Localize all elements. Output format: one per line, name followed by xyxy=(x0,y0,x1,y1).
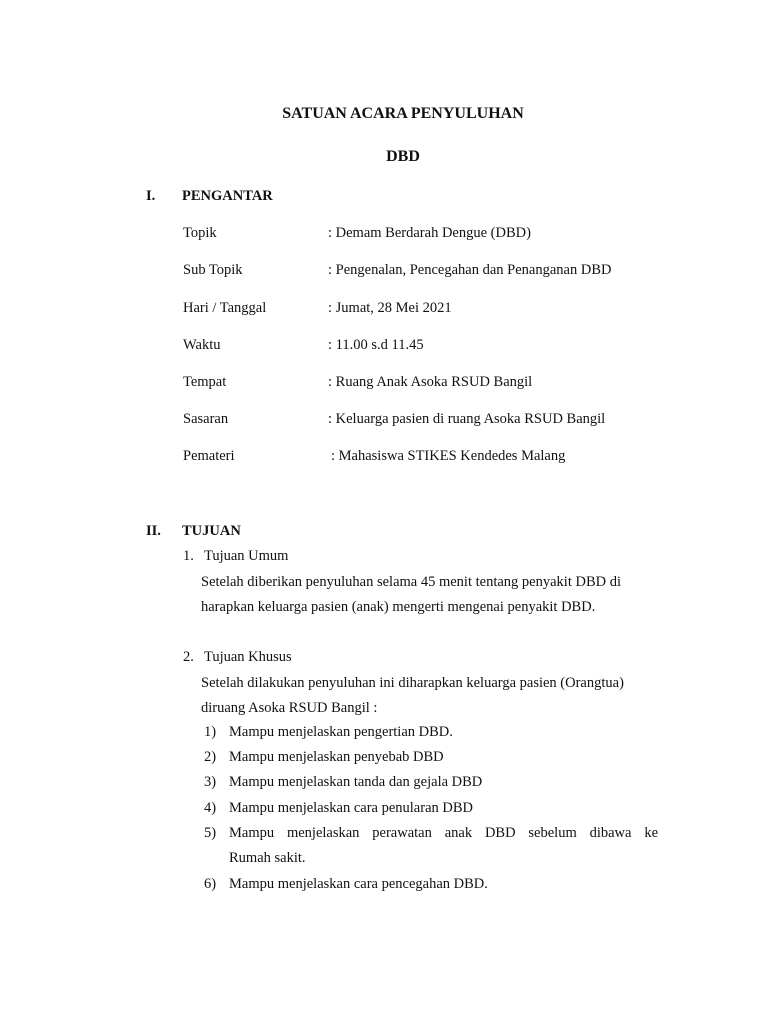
list-item-number: 5) xyxy=(204,825,217,841)
info-value: : 11.00 s.d 11.45 xyxy=(328,337,424,353)
list-item-text: Mampu menjelaskan tanda dan gejala DBD xyxy=(229,774,483,790)
info-label: Hari / Tanggal xyxy=(183,300,267,316)
document-title: SATUAN ACARA PENYULUHAN xyxy=(282,105,524,122)
section-heading: TUJUAN xyxy=(182,523,241,539)
info-label: Waktu xyxy=(183,337,221,353)
info-label: Topik xyxy=(183,225,217,241)
list-item-text: Mampu menjelaskan cara penularan DBD xyxy=(229,800,473,816)
section-number: I. xyxy=(146,188,156,204)
info-label: Pemateri xyxy=(183,448,235,464)
list-item-number: 1) xyxy=(204,724,217,740)
info-value: : Jumat, 28 Mei 2021 xyxy=(328,300,452,316)
paragraph-line: Setelah dilakukan penyuluhan ini diharapkan keluarga pasien (Orangtua) xyxy=(201,675,624,691)
info-label: Sasaran xyxy=(183,411,229,427)
subsection-number: 1. xyxy=(183,548,194,564)
info-value: : Demam Berdarah Dengue (DBD) xyxy=(328,225,531,241)
info-value: : Keluarga pasien di ruang Asoka RSUD Bangil xyxy=(328,411,606,427)
list-item-text: Mampu menjelaskan pengertian DBD. xyxy=(229,724,453,740)
subsection-title: Tujuan Umum xyxy=(204,548,289,564)
info-value: : Ruang Anak Asoka RSUD Bangil xyxy=(328,374,533,390)
info-label: Tempat xyxy=(183,374,227,390)
subsection-number: 2. xyxy=(183,649,194,665)
info-value: : Pengenalan, Pencegahan dan Penanganan DBD xyxy=(328,262,612,278)
info-value: : Mahasiswa STIKES Kendedes Malang xyxy=(331,448,566,464)
list-item-text: Mampu menjelaskan perawatan anak DBD sebelum dibawa ke xyxy=(229,825,658,841)
list-item-text-continued: Rumah sakit. xyxy=(229,850,306,866)
section-heading: PENGANTAR xyxy=(182,188,273,204)
paragraph-line: harapkan keluarga pasien (anak) mengerti mengenai penyakit DBD. xyxy=(201,599,596,615)
list-item-number: 4) xyxy=(204,800,217,816)
list-item-text: Mampu menjelaskan cara pencegahan DBD. xyxy=(229,876,488,892)
list-item-number: 6) xyxy=(204,876,217,892)
list-item-number: 2) xyxy=(204,749,217,765)
paragraph-line: diruang Asoka RSUD Bangil : xyxy=(201,700,378,716)
paragraph-line: Setelah diberikan penyuluhan selama 45 menit tentang penyakit DBD di xyxy=(201,574,621,590)
document-subtitle: DBD xyxy=(386,148,420,165)
section-number: II. xyxy=(146,523,161,539)
subsection-title: Tujuan Khusus xyxy=(204,649,292,665)
list-item-text: Mampu menjelaskan penyebab DBD xyxy=(229,749,444,765)
info-label: Sub Topik xyxy=(183,262,243,278)
list-item-number: 3) xyxy=(204,774,217,790)
